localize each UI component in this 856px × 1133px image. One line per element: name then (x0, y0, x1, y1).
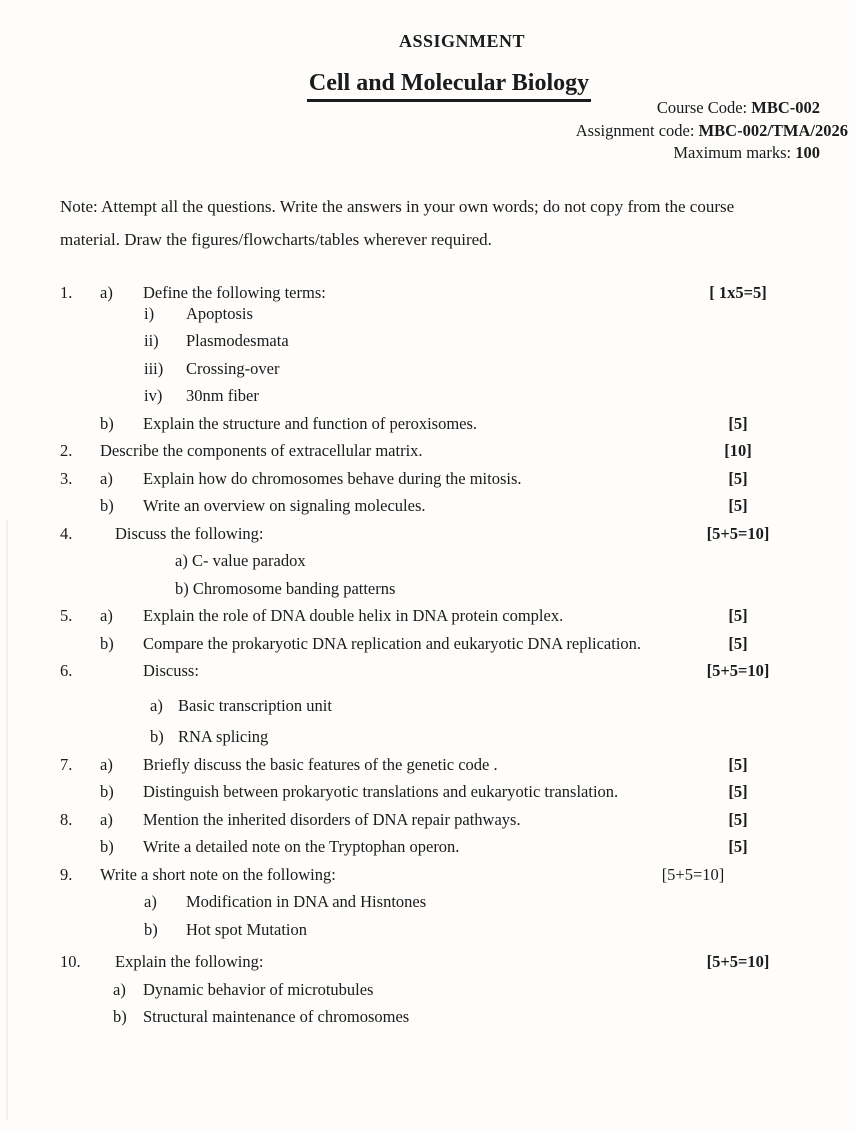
sub-item-marker: a) (150, 695, 163, 715)
question-text: Write an overview on signaling molecules. (143, 496, 426, 515)
question-marks: [10] (724, 441, 752, 460)
question-text: Explain the role of DNA double helix in DNA protein complex. (143, 606, 564, 625)
meta-label: Maximum marks: (673, 143, 796, 162)
question-text: 30nm fiber (186, 386, 259, 405)
question-row (0, 692, 856, 720)
question-text: Describe the components of extracellular matrix. (100, 441, 423, 460)
question-letter: b) (100, 496, 114, 515)
question-number: 6. (60, 661, 73, 680)
question-row (0, 437, 856, 465)
question-row (0, 410, 856, 438)
question-number: 7. (60, 754, 73, 774)
sub-item-marker: ii) (144, 331, 159, 350)
question-marks: [5] (728, 606, 748, 625)
course-title: Cell and Molecular Biology (307, 70, 591, 102)
question-row (0, 723, 856, 751)
question-text: Write a short note on the following: (100, 864, 336, 884)
meta-block (575, 97, 848, 165)
meta-label: Course Code: (656, 98, 752, 117)
question-marks: [5+5=10] (706, 952, 770, 971)
question-row (0, 751, 856, 779)
question-text: Structural maintenance of chromosomes (143, 1007, 410, 1026)
meta-line (576, 97, 820, 120)
question-letter: a) (100, 809, 113, 829)
question-letter: b) (100, 413, 114, 433)
question-text: Hot spot Mutation (186, 919, 308, 939)
question-row (0, 382, 856, 410)
question-row (0, 465, 856, 493)
question-number: 1. (60, 283, 73, 302)
note-line: material. Draw the figures/flowcharts/tables wherever required. (60, 230, 492, 249)
question-text: Apoptosis (186, 303, 253, 323)
sub-item-marker: a) (144, 892, 157, 911)
question-text: Explain the structure and function of peroxisomes. (143, 413, 478, 433)
question-row (0, 300, 856, 328)
question-row (0, 355, 856, 383)
question-number: 4. (60, 523, 73, 543)
question-text: Explain the following: (115, 952, 264, 971)
question-row (0, 630, 856, 658)
question-marks: [5+5=10] (706, 661, 770, 680)
question-text: Write a detailed note on the Tryptophan operon. (143, 837, 460, 856)
question-letter: b) (100, 633, 114, 653)
question-letter: a) (100, 606, 113, 625)
question-row (0, 1003, 856, 1031)
question-text: Discuss the following: (115, 523, 264, 543)
sub-item-marker: iii) (144, 358, 164, 378)
question-text: Plasmodesmata (186, 331, 289, 350)
question-text: Explain how do chromosomes behave during the mitosis. (143, 468, 522, 488)
question-text: Basic transcription unit (178, 695, 332, 715)
question-marks: [5] (728, 809, 748, 829)
question-text: Discuss: (143, 661, 199, 680)
question-number: 5. (60, 606, 73, 625)
question-row (0, 861, 856, 889)
question-text: Distinguish between prokaryotic translations and eukaryotic translation. (143, 782, 619, 801)
question-marks: [5+5=10] (661, 864, 725, 884)
question-letter: b) (100, 837, 114, 856)
meta-value: MBC-002 (751, 98, 820, 117)
question-row (0, 657, 856, 685)
question-marks: [5] (728, 633, 748, 653)
sub-item-marker: b) (144, 919, 158, 939)
question-row (0, 327, 856, 355)
question-number: 9. (60, 864, 73, 884)
question-text: Modification in DNA and Hisntones (186, 892, 427, 911)
question-number: 2. (60, 441, 73, 460)
question-letter: a) (100, 754, 113, 774)
question-row (0, 806, 856, 834)
question-number: 3. (60, 468, 73, 488)
meta-line (576, 142, 820, 165)
question-text: b) Chromosome banding patterns (175, 578, 396, 598)
question-marks: [5] (728, 837, 748, 856)
question-row (0, 520, 856, 548)
question-row (0, 547, 856, 575)
question-marks: [ 1x5=5] (709, 283, 767, 302)
question-row (0, 778, 856, 806)
question-text: Briefly discuss the basic features of the genetic code . (143, 754, 498, 774)
meta-value: MBC-002/TMA/2026 (698, 120, 848, 140)
question-text: Mention the inherited disorders of DNA repair pathways. (143, 809, 521, 829)
sub-item-marker: b) (150, 727, 164, 746)
question-row (0, 916, 856, 944)
meta-label: Assignment code: (575, 120, 699, 140)
question-marks: [5] (728, 468, 748, 488)
question-marks: [5+5=10] (706, 523, 770, 543)
question-marks: [5] (728, 413, 748, 433)
question-text: a) C- value paradox (175, 551, 306, 570)
sub-item-marker: i) (144, 303, 155, 323)
note-line: Note: Attempt all the questions. Write the answers in your own words; do not copy from the course (60, 197, 735, 216)
question-row (0, 888, 856, 916)
question-row (0, 833, 856, 861)
question-letter: a) (100, 468, 113, 488)
note-text (60, 190, 810, 256)
question-letter: a) (100, 283, 113, 302)
sub-item-marker: b) (113, 1007, 127, 1026)
question-row (0, 976, 856, 1004)
assignment-heading (0, 31, 856, 52)
question-row (0, 492, 856, 520)
question-marks: [5] (728, 754, 748, 774)
questions-list (0, 279, 856, 1031)
assignment-heading-text: ASSIGNMENT (398, 31, 526, 51)
question-text: RNA splicing (178, 727, 269, 746)
question-text: Crossing-over (186, 358, 280, 378)
meta-line (576, 120, 848, 143)
question-row (0, 575, 856, 603)
question-text: Dynamic behavior of microtubules (143, 979, 374, 999)
question-marks: [5] (728, 496, 748, 515)
question-row (0, 602, 856, 630)
question-row (0, 948, 856, 976)
question-letter: b) (100, 782, 114, 801)
question-number: 10. (60, 952, 81, 971)
meta-value: 100 (795, 143, 820, 162)
sub-item-marker: a) (113, 979, 126, 999)
question-text: Define the following terms: (143, 283, 326, 302)
question-text: Compare the prokaryotic DNA replication and eukaryotic DNA replication. (143, 633, 642, 653)
question-number: 8. (60, 809, 73, 829)
question-marks: [5] (728, 782, 748, 801)
sub-item-marker: iv) (144, 386, 163, 405)
